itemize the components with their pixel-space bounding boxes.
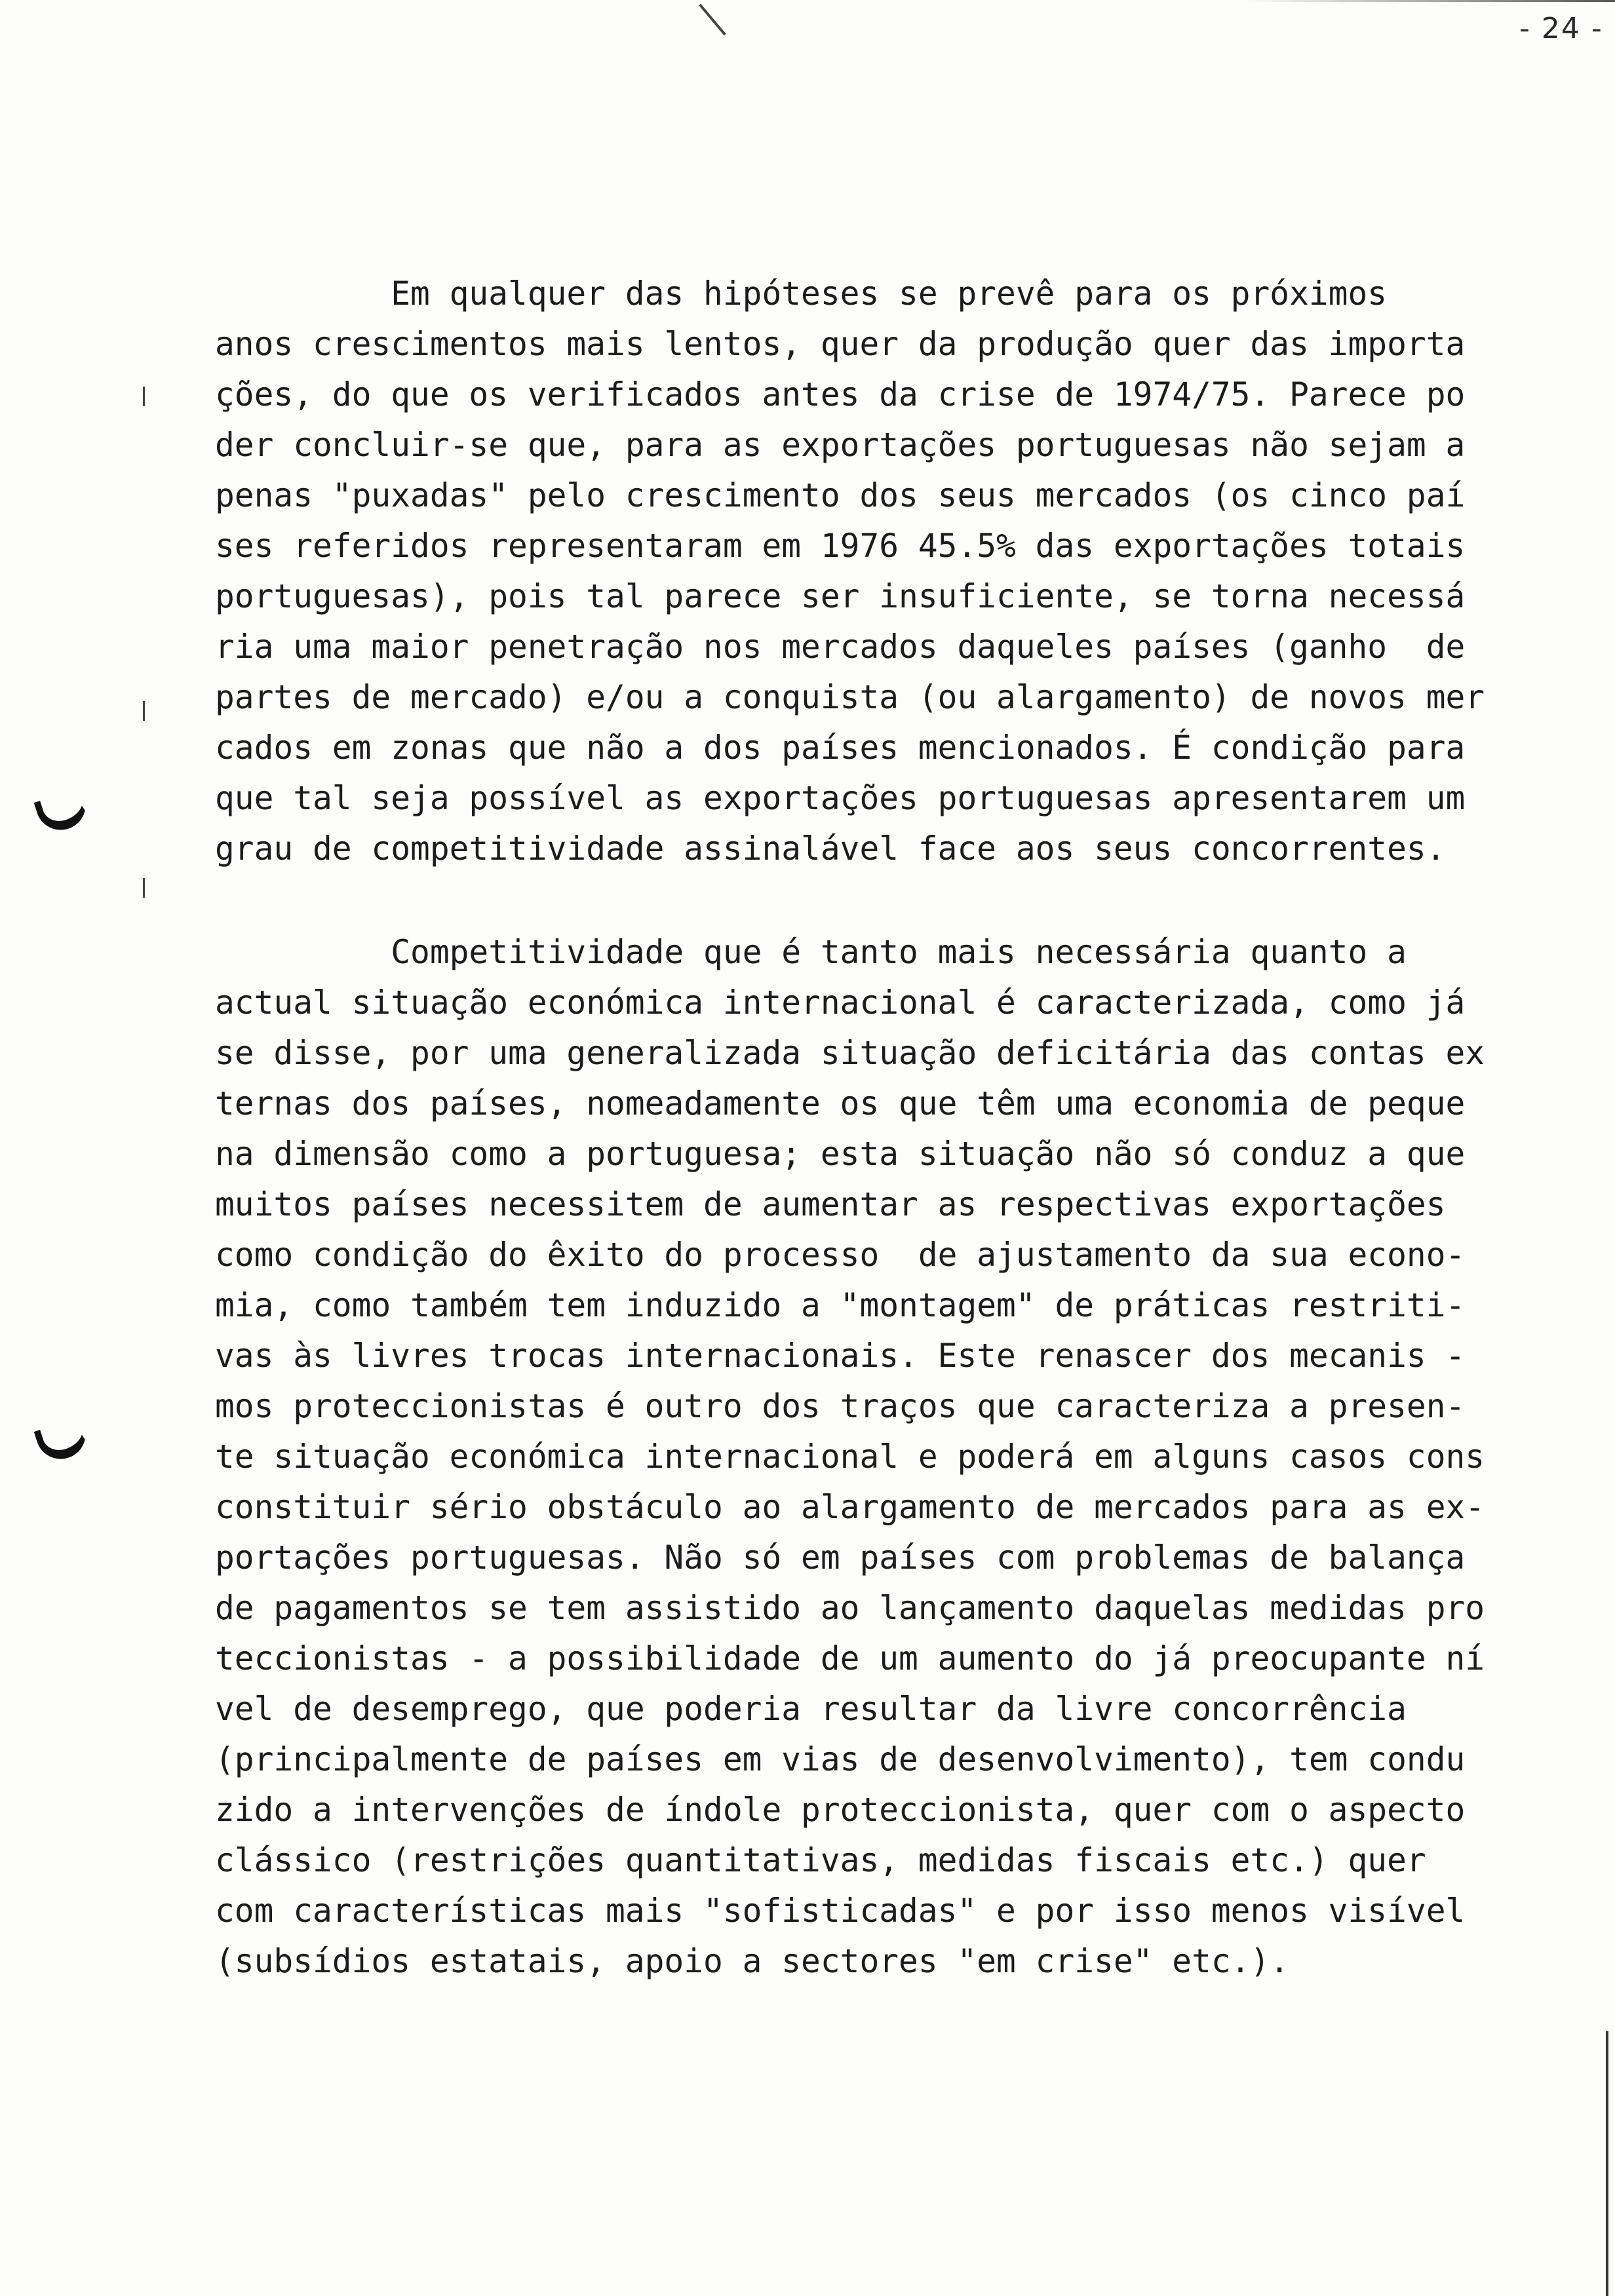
text-line: partes de mercado) e/ou a conquista (ou alargamento) de novos mer bbox=[215, 678, 1485, 716]
margin-tick bbox=[143, 878, 145, 898]
text-line: der concluir-se que, para as exportações portuguesas não sejam a bbox=[215, 426, 1466, 464]
text-line: te situação económica internacional e poderá em alguns casos cons bbox=[215, 1438, 1485, 1476]
text-line: na dimensão como a portuguesa; esta situação não só conduz a que bbox=[215, 1135, 1466, 1173]
text-line: (principalmente de países em vias de desenvolvimento), tem condu bbox=[215, 1740, 1466, 1778]
page-number: - 24 - bbox=[1519, 12, 1603, 45]
margin-tick bbox=[143, 387, 145, 406]
text-line: com características mais "sofisticadas" e por isso menos visível bbox=[215, 1892, 1466, 1930]
text-line: ria uma maior penetração nos mercados daqueles países (ganho de bbox=[215, 628, 1466, 666]
text-line: cados em zonas que não a dos países mencionados. É condição para bbox=[215, 729, 1466, 767]
paragraph-2 bbox=[215, 927, 1519, 1987]
text-line: (subsídios estatais, apoio a sectores "em crise" etc.). bbox=[215, 1942, 1290, 1980]
text-line: muitos países necessitem de aumentar as respectivas exportações bbox=[215, 1185, 1446, 1223]
top-edge-mark bbox=[1245, 0, 1615, 2]
text-line: que tal seja possível as exportações portuguesas apresentarem um bbox=[215, 779, 1466, 817]
stray-pen-mark bbox=[699, 4, 726, 36]
text-line: clássico (restrições quantitativas, medidas fiscais etc.) quer bbox=[215, 1841, 1426, 1879]
text-line: portações portuguesas. Não só em países com problemas de balança bbox=[215, 1539, 1466, 1577]
text-line: teccionistas - a possibilidade de um aumento do já preocupante ní bbox=[215, 1639, 1485, 1677]
text-line: como condição do êxito do processo de ajustamento da sua econo- bbox=[215, 1236, 1466, 1274]
text-line: ternas dos países, nomeadamente os que têm uma economia de peque bbox=[215, 1084, 1466, 1122]
text-line: Competitividade que é tanto mais necessária quanto a bbox=[215, 933, 1407, 971]
text-line: portuguesas), pois tal parece ser insuficiente, se torna necessá bbox=[215, 577, 1466, 615]
text-line: anos crescimentos mais lentos, quer da produção quer das importa bbox=[215, 325, 1466, 363]
text-line: mia, como também tem induzido a "montagem" de práticas restriti- bbox=[215, 1286, 1466, 1324]
text-line: vel de desemprego, que poderia resultar da livre concorrência bbox=[215, 1690, 1407, 1728]
text-line: vas às livres trocas internacionais. Este renascer dos mecanis - bbox=[215, 1337, 1466, 1375]
text-line: penas "puxadas" pelo crescimento dos seus mercados (os cinco paí bbox=[215, 476, 1466, 514]
text-line: grau de competitividade assinalável face aos seus concorrentes. bbox=[215, 830, 1446, 868]
text-line: se disse, por uma generalizada situação deficitária das contas ex bbox=[215, 1034, 1485, 1072]
margin-tick bbox=[143, 701, 145, 721]
text-line: de pagamentos se tem assistido ao lançamento daquelas medidas pro bbox=[215, 1589, 1485, 1627]
text-line: actual situação económica internacional é caracterizada, como já bbox=[215, 984, 1466, 1022]
text-line: Em qualquer das hipóteses se prevê para os próximos bbox=[215, 275, 1388, 313]
text-line: zido a intervenções de índole proteccionista, quer com o aspecto bbox=[215, 1791, 1466, 1829]
text-line: ções, do que os verificados antes da crise de 1974/75. Parece po bbox=[215, 375, 1466, 413]
text-line: constituir sério obstáculo ao alargamento de mercados para as ex- bbox=[215, 1488, 1485, 1526]
paragraph-1 bbox=[215, 269, 1519, 874]
text-line: mos proteccionistas é outro dos traços que caracteriza a presen- bbox=[215, 1387, 1466, 1425]
page-edge-shadow bbox=[1606, 2031, 1608, 2296]
punch-hole-mark-lower bbox=[34, 1417, 92, 1466]
punch-hole-mark-upper bbox=[34, 788, 92, 837]
text-line: ses referidos representaram em 1976 45.5% das exportações totais bbox=[215, 527, 1466, 565]
